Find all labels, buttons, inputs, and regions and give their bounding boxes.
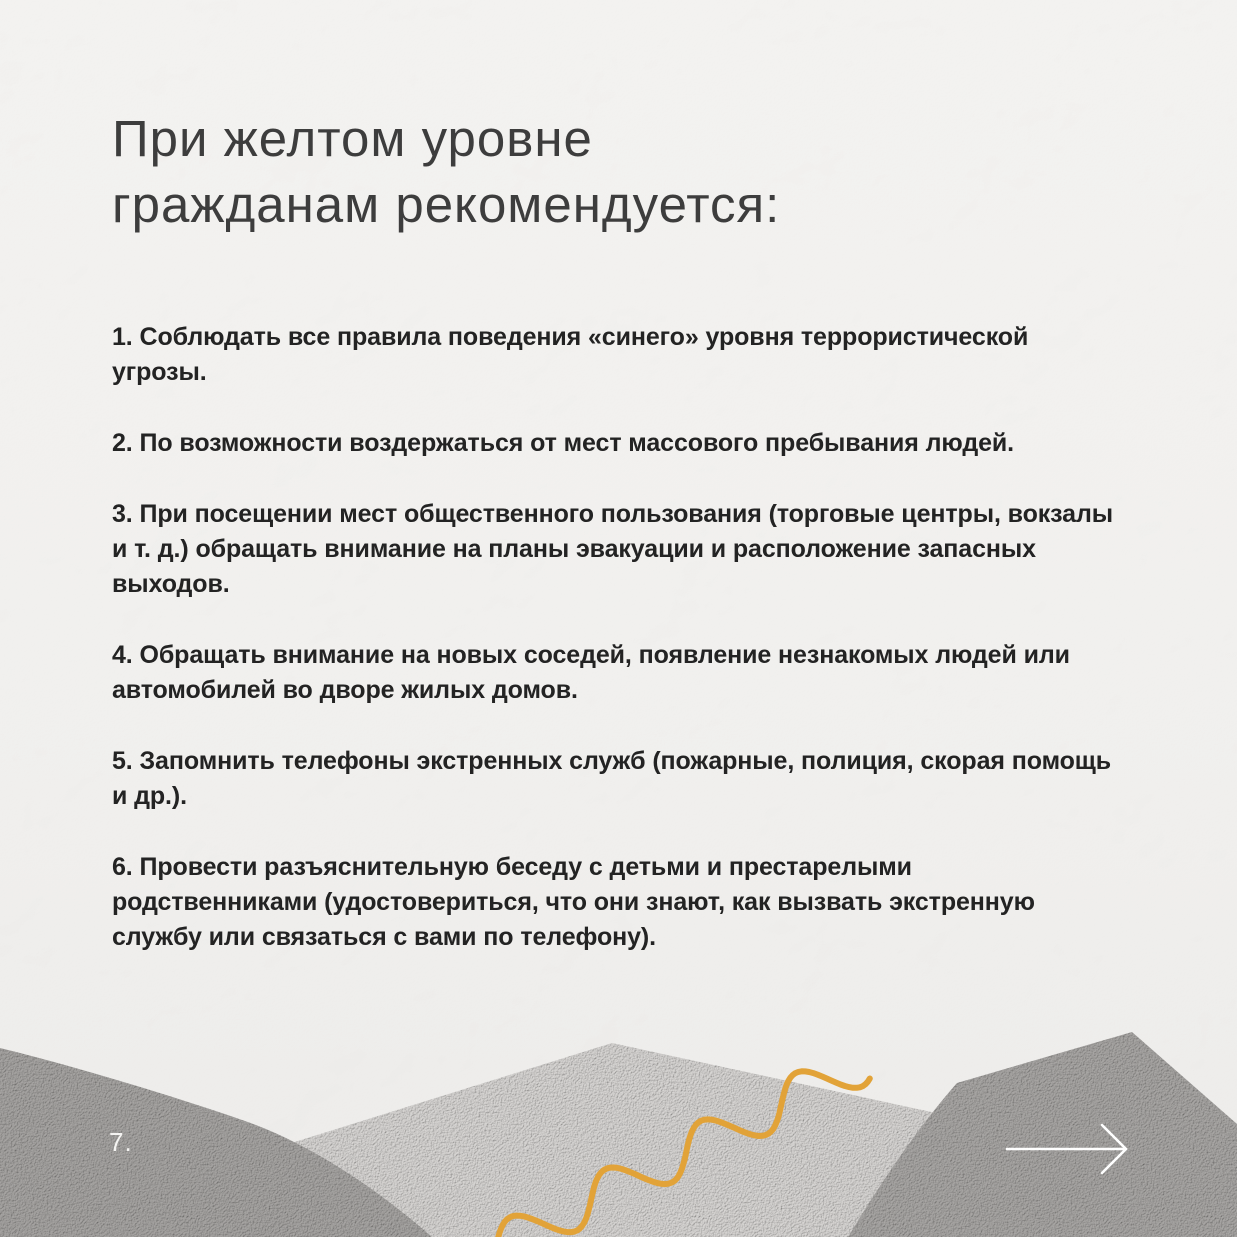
recommendations-list [112,320,1122,991]
list-item: 2. По возможности воздержаться от мест массового пребывания людей. [112,429,1015,457]
list-item: 1. Соблюдать все правила поведения «синего» уровня террористической угрозы. [112,323,1029,386]
list-item: 5. Запомнить телефоны экстренных служб (пожарные, полиция, скорая помощь и др.). [112,747,1112,810]
list-item: 3. При посещении мест общественного пользования (торговые центры, вокзалы и т. д.) обращать внимание на планы эвакуации и расположение запасных выходов. [112,500,1113,598]
mountain-landscape-graphic [0,997,1237,1237]
page-number: 7. [109,1127,133,1157]
page-title [112,106,780,238]
list-item: 4. Обращать внимание на новых соседей, появление незнакомых людей или автомобилей во дворе жилых домов. [112,641,1070,704]
page-title-line2: гражданам рекомендуется: [112,176,781,233]
list-item: 6. Провести разъяснительную беседу с детьми и престарелыми родственниками (удостовериться, что они знают, как вызвать экстренную службу или связаться с вами по телефону). [112,853,1035,951]
page-title-line1: При желтом уровне [112,110,593,167]
